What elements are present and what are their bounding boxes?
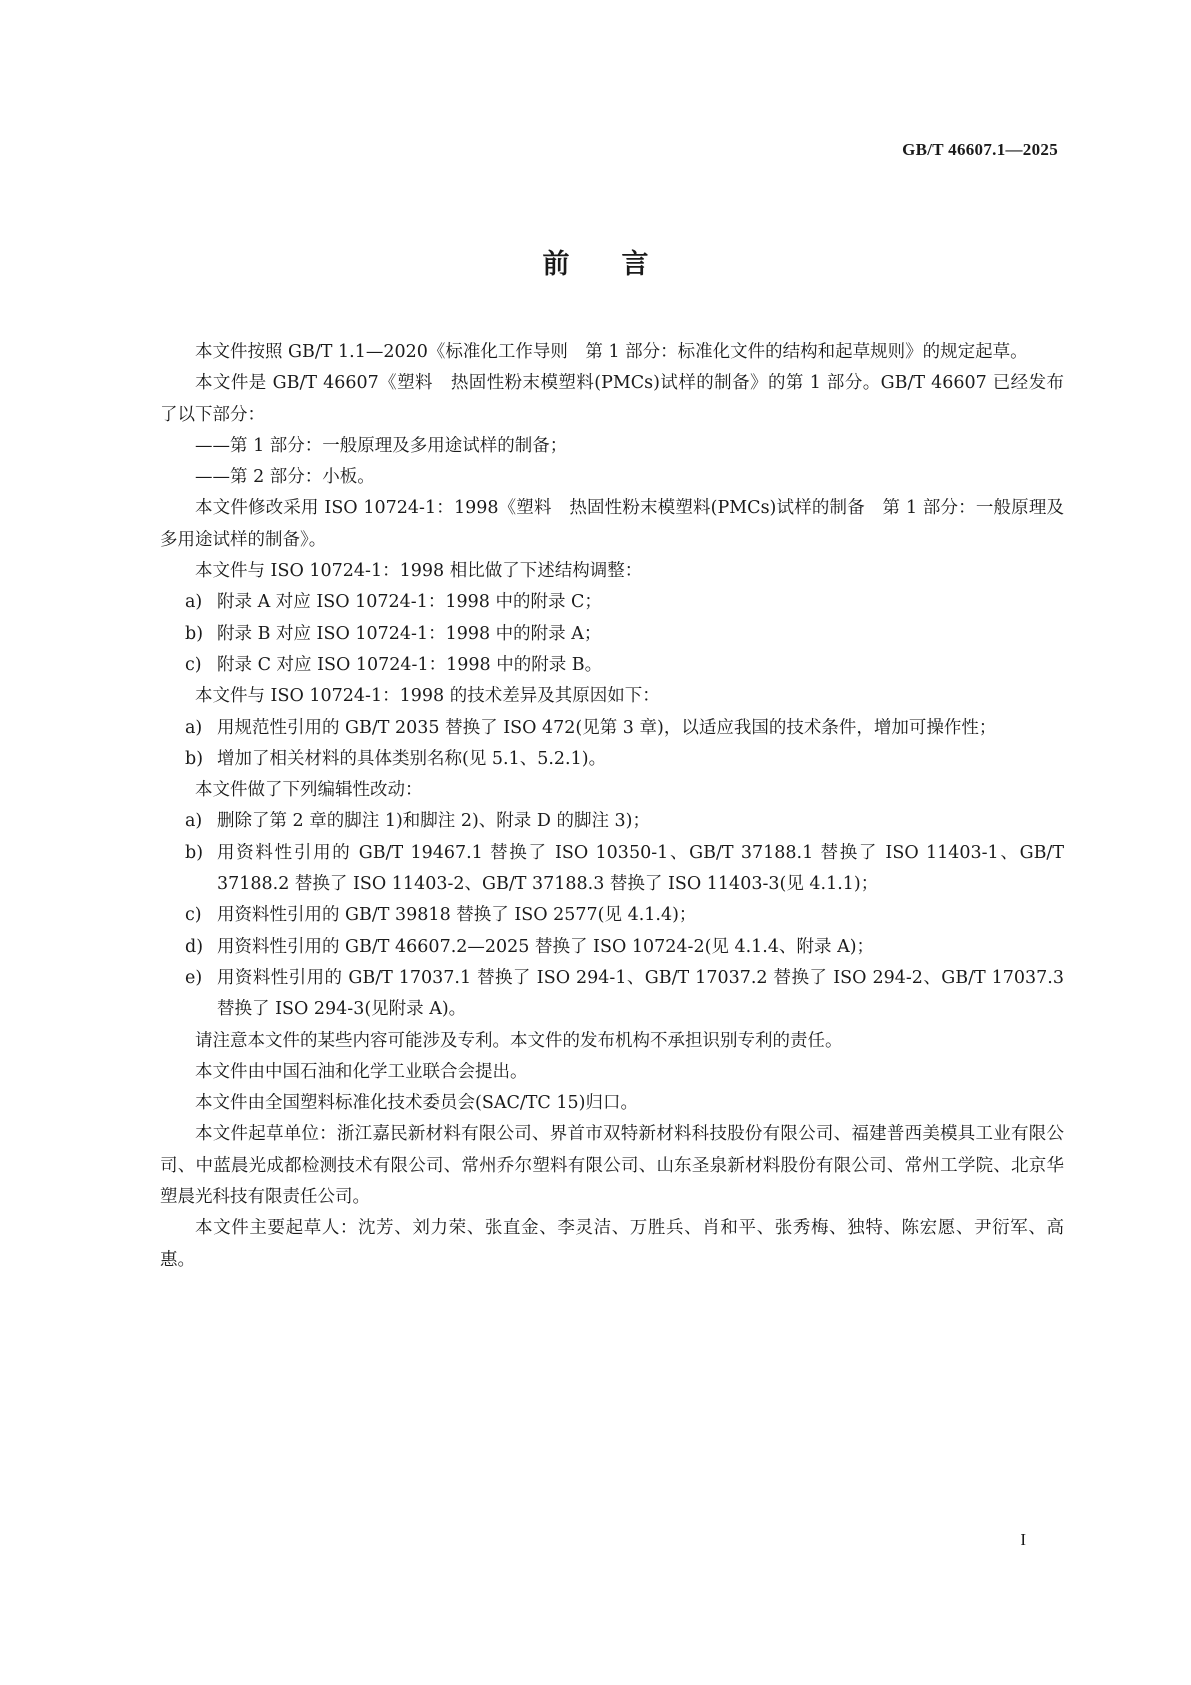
list-item — [160, 838, 1064, 901]
list-marker: e) — [185, 967, 203, 988]
list-item — [160, 650, 1064, 681]
list-item-text: 用资料性引用的 GB/T 19467.1 替换了 ISO 10350-1、GB/T 37188.1 替换了 ISO 11403-1、GB/T 37188.2 替换了 ISO 11403-2、GB/T 37188.3 替换了 ISO 11403-3(见 4.1.1)； — [217, 842, 1064, 895]
standard-code: GB/T 46607.1—2025 — [902, 140, 1058, 159]
list-item — [160, 932, 1064, 963]
editorial-list — [160, 806, 1064, 1025]
list-marker: a) — [185, 592, 203, 613]
dash-item: ——第 2 部分：小板。 — [195, 467, 375, 488]
list-marker: a) — [185, 811, 203, 832]
list-item — [160, 963, 1064, 1026]
list-item — [160, 744, 1064, 775]
list-item — [160, 806, 1064, 837]
paragraph: 本文件由全国塑料标准化技术委员会(SAC/TC 15)归口。 — [195, 1093, 638, 1114]
list-item-text: 附录 C 对应 ISO 10724-1：1998 中的附录 B。 — [217, 654, 603, 675]
list-marker: c) — [185, 654, 202, 675]
list-item — [160, 619, 1064, 650]
list-item-text: 用规范性引用的 GB/T 2035 替换了 ISO 472(见第 3 章)，以适应我国的技术条件，增加可操作性； — [217, 717, 997, 738]
paragraph: 本文件做了下列编辑性改动： — [195, 780, 423, 801]
list-marker: b) — [185, 623, 204, 644]
list-item-text: 用资料性引用的 GB/T 39818 替换了 ISO 2577(见 4.1.4)； — [217, 905, 697, 926]
list-item — [160, 713, 1064, 744]
list-marker: d) — [185, 936, 204, 957]
list-item-text: 删除了第 2 章的脚注 1)和脚注 2)、附录 D 的脚注 3)； — [217, 811, 650, 832]
list-marker: b) — [185, 842, 204, 863]
tech-diff-list — [160, 713, 1064, 776]
structure-list — [160, 587, 1064, 681]
list-marker: a) — [185, 717, 203, 738]
list-item-text: 用资料性引用的 GB/T 46607.2—2025 替换了 ISO 10724-2(见 4.1.4、附录 A)； — [217, 936, 875, 957]
foreword-body — [160, 337, 1064, 1276]
list-marker: b) — [185, 748, 204, 769]
paragraph: 请注意本文件的某些内容可能涉及专利。本文件的发布机构不承担识别专利的责任。 — [195, 1030, 843, 1051]
paragraph: 本文件主要起草人：沈芳、刘力荣、张直金、李灵洁、万胜兵、肖和平、张秀梅、独特、陈宏愿、尹衍军、高惠。 — [160, 1218, 1064, 1270]
paragraph: 本文件由中国石油和化学工业联合会提出。 — [195, 1061, 528, 1082]
paragraph: 本文件按照 GB/T 1.1—2020《标准化工作导则 第 1 部分：标准化文件的结构和起草规则》的规定起草。 — [195, 342, 1028, 362]
page-number: I — [1020, 1530, 1026, 1549]
paragraph: 本文件是 GB/T 46607《塑料 热固性粉末模塑料(PMCs)试样的制备》的第 1 部分。GB/T 46607 已经发布了以下部分： — [160, 373, 1064, 425]
paragraph: 本文件与 ISO 10724-1：1998 的技术差异及其原因如下： — [195, 686, 660, 707]
page-title: 前言 — [542, 249, 701, 280]
paragraph: 本文件起草单位：浙江嘉民新材料有限公司、界首市双特新材料科技股份有限公司、福建普西美模具工业有限公司、中蓝晨光成都检测技术有限公司、常州乔尔塑料有限公司、山东圣泉新材料股份有限公司、常州工学院、北京华塑晨光科技有限责任公司。 — [160, 1124, 1064, 1208]
list-item — [160, 587, 1064, 618]
list-item-text: 用资料性引用的 GB/T 17037.1 替换了 ISO 294-1、GB/T 17037.2 替换了 ISO 294-2、GB/T 17037.3 替换了 ISO 294-3(见附录 A)。 — [217, 967, 1064, 1020]
list-item-text: 附录 A 对应 ISO 10724-1：1998 中的附录 C； — [217, 592, 602, 613]
paragraph: 本文件修改采用 ISO 10724-1：1998《塑料 热固性粉末模塑料(PMCs)试样的制备 第 1 部分：一般原理及多用途试样的制备》。 — [160, 498, 1064, 550]
list-item — [160, 900, 1064, 931]
list-item-text: 增加了相关材料的具体类别名称(见 5.1、5.2.1)。 — [217, 748, 607, 769]
list-item-text: 附录 B 对应 ISO 10724-1：1998 中的附录 A； — [217, 623, 602, 644]
list-marker: c) — [185, 905, 202, 926]
dash-item: ——第 1 部分：一般原理及多用途试样的制备； — [195, 435, 568, 456]
paragraph: 本文件与 ISO 10724-1：1998 相比做了下述结构调整： — [195, 561, 643, 582]
